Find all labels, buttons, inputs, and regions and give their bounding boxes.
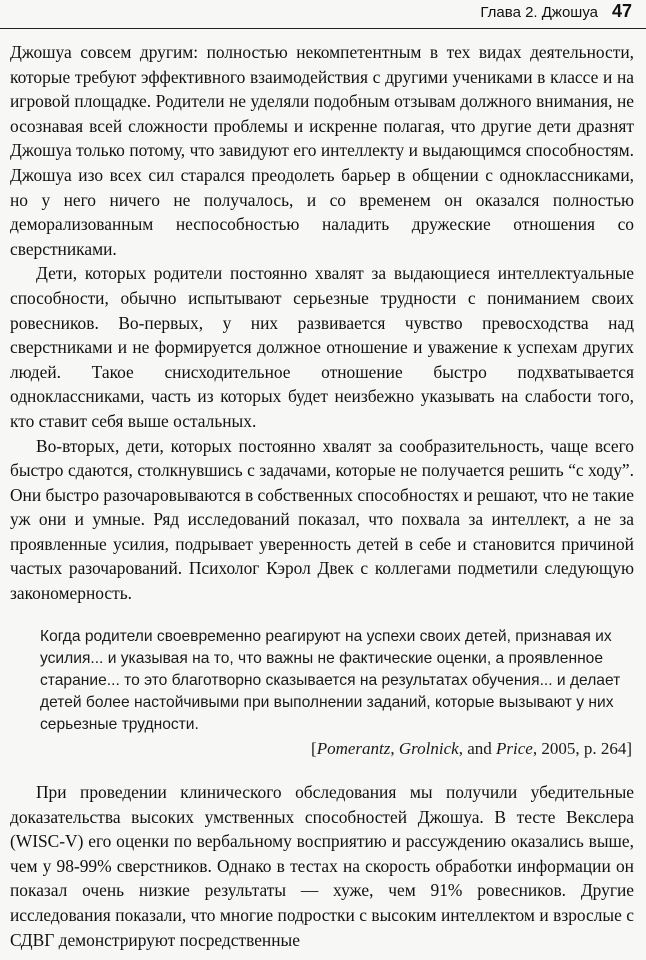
citation-tail: , 2005, p. 264] xyxy=(532,739,632,758)
main-text xyxy=(10,40,634,606)
chapter-title: Глава 2. Джошуа xyxy=(480,4,598,21)
citation-open: [ xyxy=(311,739,317,758)
quote-citation xyxy=(40,738,632,760)
citation-separator: , and xyxy=(458,739,496,758)
paragraph: Дети, которых родители постоянно хвалят за выдающиеся интеллектуальные способности, обычно испытывают серьезные трудности с пониманием своих ровесников. Во-первых, у них развивается чувство превосходства над сверстниками и не формируется должное отношение и уважение к успехам других людей. Такое снисходительное отношение быстро подхватывается одноклассниками, часть из которых будет неизбежно указывать на слабости того, кто ставит себя выше остальных. xyxy=(10,263,634,431)
paragraph: Во-вторых, дети, которых постоянно хвалят за сообразительность, чаще всего быстро сдаются, столкнувшись с задачами, которые не получается решить “с ходу”. Они быстро разочаровываются в собственных способностях и решают, что не такие уж они и умные. Ряд исследований показал, что похвала за интеллект, а не за проявленные усилия, подрывает уверенность детей в себе и становится причиной частых разочарований. Психолог Кэрол Двек с коллегами подметили следующую закономерность. xyxy=(10,435,634,604)
page-number: 47 xyxy=(611,1,632,21)
citation-author: Price xyxy=(496,739,533,758)
paragraph: При проведении клинического обследования мы получили убедительные доказательства высоких умственных способностей Джошуа. В тесте Векслера (WISC-V) его оценки по вербальному восприятию и рассуждению оказались выше, чем у 98-99% сверстников. Однако в тестах на скорость обработки информации он показал очень низкие результаты — хуже, чем 91% ровесников. Другие исследования показали, что многие подростки с высоким интеллектом и взрослые с СДВГ демонстрируют посредственные xyxy=(10,782,634,950)
main-text-continued xyxy=(10,780,634,952)
quote-text: Когда родители своевременно реагируют на успехи своих детей, признавая их усилия... и указывая на то, что важны не фактические оценки, а проявленное старание... то это благотворно сказывается на результатах обучения... и делает детей более настойчивыми при выполнении заданий, которые вызывают у них серьезные трудности. xyxy=(40,628,621,733)
block-quote xyxy=(40,626,632,760)
running-header xyxy=(0,0,646,29)
citation-author: Grolnick xyxy=(398,739,459,758)
citation-author: Pomerantz xyxy=(316,739,391,758)
citation-separator: , xyxy=(390,739,399,758)
paragraph: Джошуа совсем другим: полностью некомпетентным в тех видах деятельности, которые требуют эффективного взаимодействия с другими учениками в классе и на игровой площадке. Родители не уделяли подобным отзывам должного внимания, не осознавая всей сложности проблемы и искренне полагая, что другие дети дразнят Джошуа только потому, что завидуют его интеллекту и выдающимся способностям. Джошуа изо всех сил старался преодолеть барьер в общении с одноклассниками, но у него ничего не получалось, и со временем он оказался полностью деморализованным неспособностью наладить дружеские отношения со сверстниками. xyxy=(10,42,634,259)
